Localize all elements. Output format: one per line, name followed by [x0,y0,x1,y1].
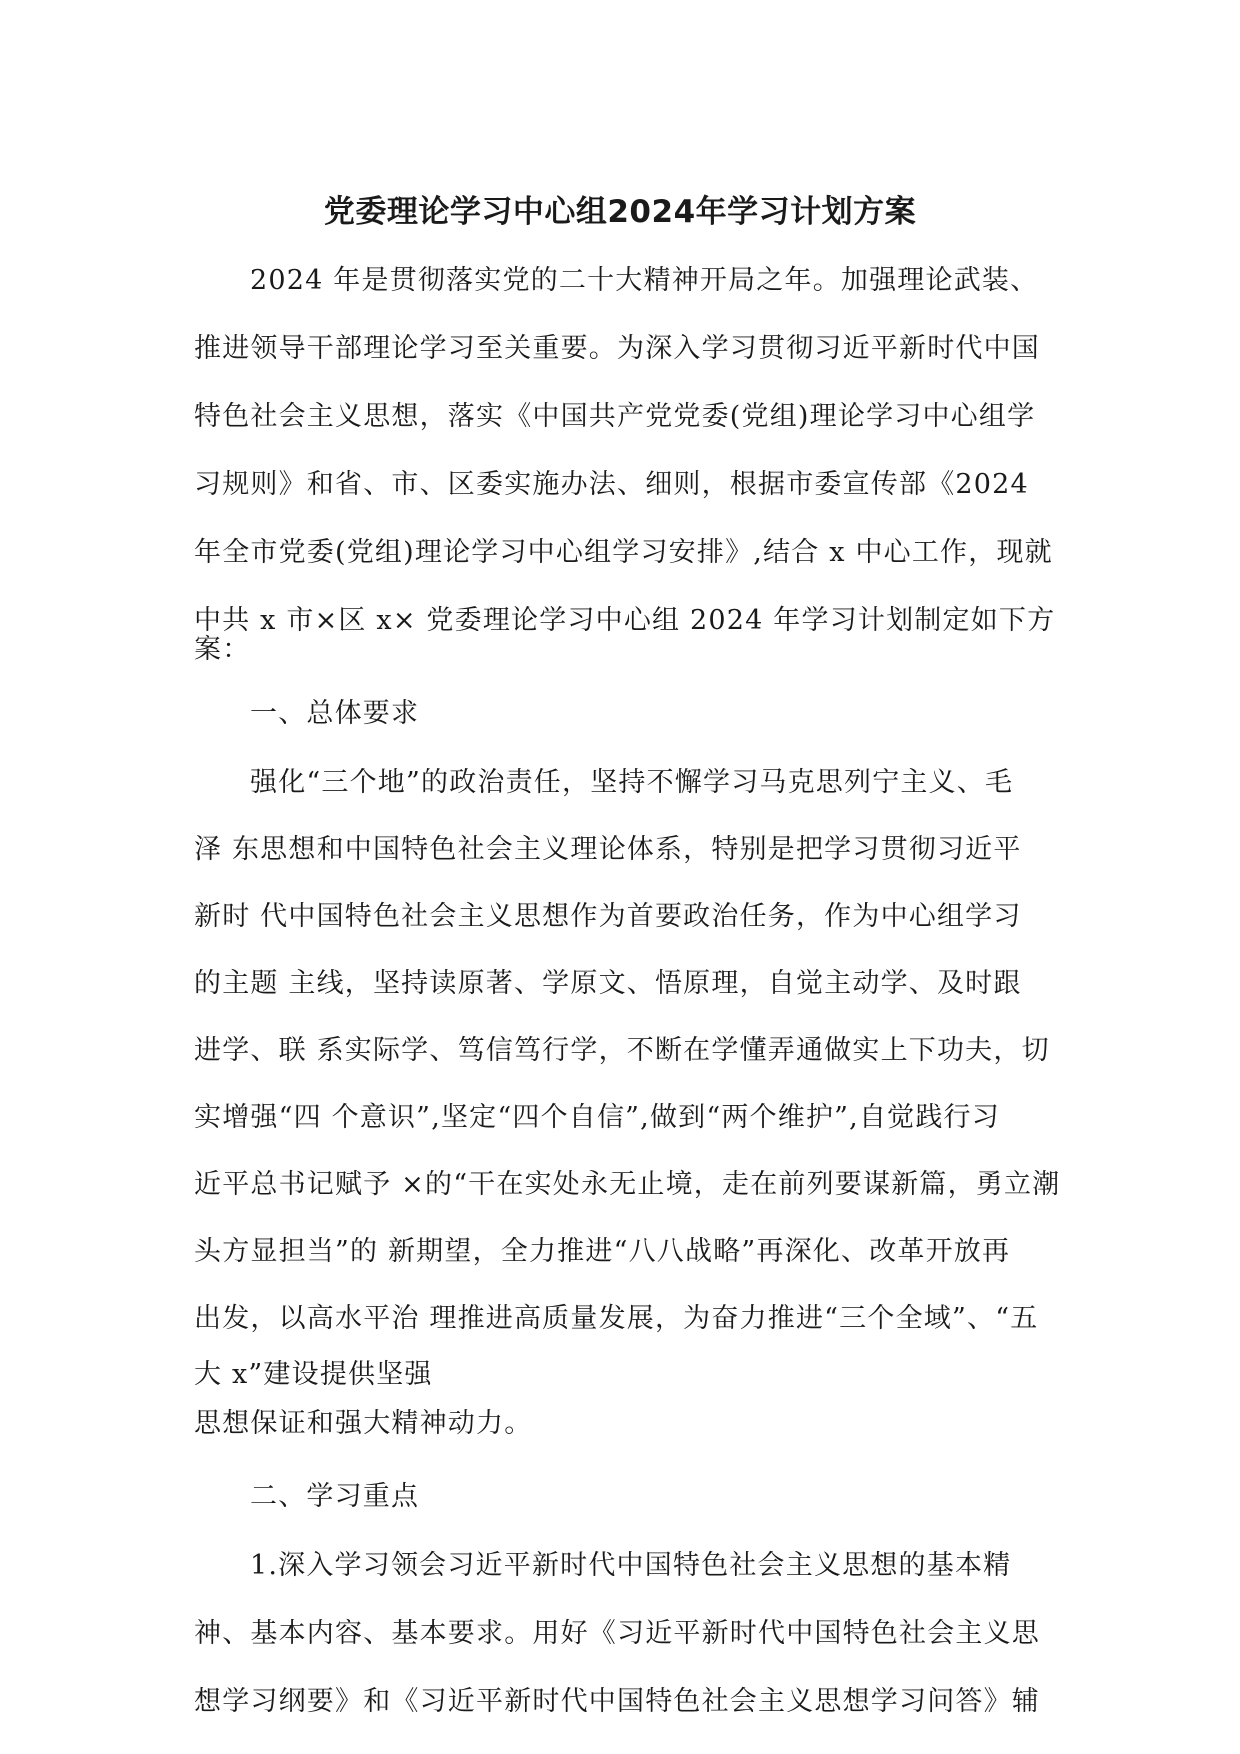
paragraph-line: 案： [194,634,251,665]
paragraph-line: 的主题 主线，坚持读原著、学原文、悟原理，自觉主动学、及时跟 [194,968,1022,999]
paragraph-line: 习规则》和省、市、区委实施办法、细则，根据市委宣传部《2024 [194,469,1029,500]
paragraph-line: 特色社会主义思想，落实《中国共产党党委(党组)理论学习中心组学 [194,401,1036,432]
paragraph-line: 出发，以高水平治 理推进高质量发展，为奋力推进“三个全域”、“五 [194,1303,1039,1334]
paragraph-line: 1.深入学习领会习近平新时代中国特色社会主义思想的基本精 [250,1550,1012,1581]
paragraph-line: 头方显担当”的 新期望，全力推进“八八战略”再深化、改革开放再 [194,1236,1011,1267]
paragraph-line: 大 x”建设提供坚强 [194,1359,433,1390]
paragraph-line: 近平总书记赋予 ×的“干在实处永无止境，走在前列要谋新篇，勇立潮 [194,1169,1061,1200]
paragraph-line: 想学习纲要》和《习近平新时代中国特色社会主义思想学习问答》辅 [194,1686,1040,1717]
paragraph-line: 泽 东思想和中国特色社会主义理论体系，特别是把学习贯彻习近平 [194,834,1022,865]
paragraph-line: 2024 年是贯彻落实党的二十大精神开局之年。加强理论武装、 [250,265,1039,296]
paragraph-line: 新时 代中国特色社会主义思想作为首要政治任务，作为中心组学习 [194,901,1022,932]
paragraph-line: 年全市党委(党组)理论学习中心组学习安排》,结合 x 中心工作，现就 [194,537,1053,568]
section-heading: 二、学习重点 [250,1481,420,1512]
paragraph-line: 强化“三个地”的政治责任，坚持不懈学习马克思列宁主义、毛 [250,767,1014,798]
paragraph-line: 推进领导干部理论学习至关重要。为深入学习贯彻习近平新时代中国 [194,333,1040,364]
paragraph-line: 中共 x 市×区 x× 党委理论学习中心组 2024 年学习计划制定如下方 [194,605,1056,636]
paragraph-line: 思想保证和强大精神动力。 [194,1408,533,1439]
document-title: 党委理论学习中心组2024年学习计划方案 [323,194,917,230]
paragraph-line: 神、基本内容、基本要求。用好《习近平新时代中国特色社会主义思 [194,1618,1040,1649]
paragraph-line: 进学、联 系实际学、笃信笃行学，不断在学懂弄通做实上下功夫，切 [194,1035,1050,1066]
section-heading: 一、总体要求 [250,698,420,729]
paragraph-line: 实增强“四 个意识”,坚定“四个自信”,做到“两个维护”,自觉践行习 [194,1102,1000,1133]
